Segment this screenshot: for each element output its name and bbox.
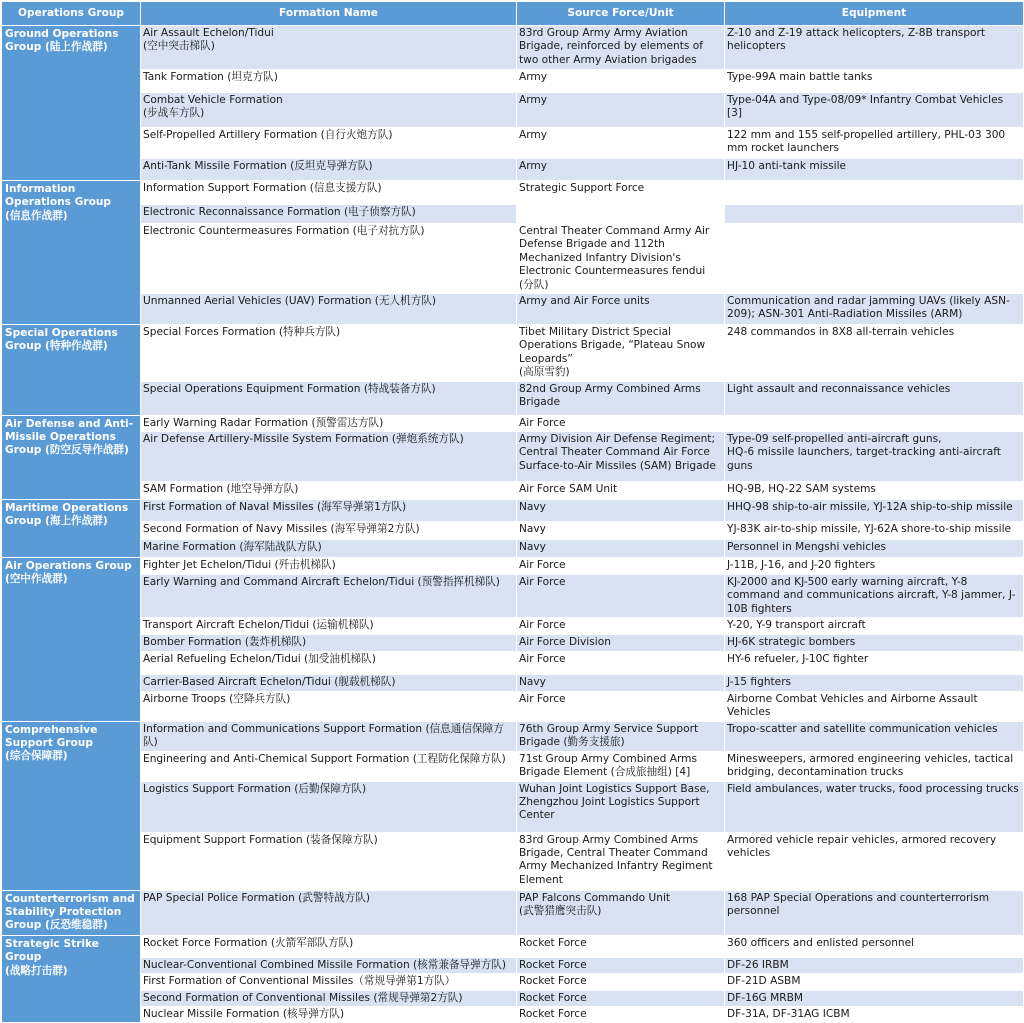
- source-cell: Wuhan Joint Logistics Support Base, Zhengzhou Joint Logistics Support Center: [517, 781, 725, 832]
- header-equipment: Equipment: [725, 2, 1024, 26]
- equipment-cell: J-15 fighters: [725, 674, 1024, 691]
- formation-cell: Electronic Countermeasures Formation (电子对抗方队): [141, 224, 517, 294]
- formation-cell: Anti-Tank Missile Formation (反坦克导弹方队): [141, 159, 517, 181]
- formation-cell: Early Warning Radar Formation (预警雷达方队): [141, 415, 517, 431]
- equipment-cell: [725, 205, 1024, 224]
- formation-cell: Air Defense Artillery-Missile System Formation (弹炮系统方队): [141, 432, 517, 482]
- equipment-cell: [725, 224, 1024, 294]
- equipment-cell: Field ambulances, water trucks, food processing trucks: [725, 781, 1024, 832]
- source-cell: Navy: [517, 540, 725, 558]
- equipment-cell: 248 commandos in 8X8 all-terrain vehicles: [725, 325, 1024, 382]
- formation-cell: Second Formation of Navy Missiles (海军导弹第2方队): [141, 522, 517, 540]
- equipment-cell: Communication and radar jamming UAVs (likely ASN-209); ASN-301 Anti-Radiation Missiles (ARM): [725, 294, 1024, 325]
- source-cell: Air Force Division: [517, 634, 725, 651]
- source-cell: Central Theater Command Army Air Defense Brigade and 112th Mechanized Infantry Division's Electronic Countermeasures fendui (分队): [517, 224, 725, 294]
- equipment-cell: HY-6 refueler, J-10C fighter: [725, 651, 1024, 674]
- formation-cell: Nuclear-Conventional Combined Missile Formation (核常兼备导弹方队): [141, 957, 517, 973]
- source-cell: Rocket Force: [517, 935, 725, 957]
- group-cell-maritime: Maritime Operations Group (海上作战群): [2, 500, 141, 558]
- formation-cell: PAP Special Police Formation (武警特战方队): [141, 890, 517, 935]
- equipment-cell: HJ-6K strategic bombers: [725, 634, 1024, 651]
- group-cell-ground: Ground Operations Group (陆上作战群): [2, 26, 141, 181]
- source-cell: 83rd Group Army Combined Arms Brigade, Central Theater Command Army Mechanized Infantry Regiment Element: [517, 832, 725, 890]
- source-cell: Rocket Force: [517, 990, 725, 1006]
- equipment-cell: 168 PAP Special Operations and counterterrorism personnel: [725, 890, 1024, 935]
- table-row: [2, 224, 1024, 294]
- source-cell: Air Force: [517, 651, 725, 674]
- equipment-cell: Y-20, Y-9 transport aircraft: [725, 618, 1024, 634]
- table-row: [2, 575, 1024, 618]
- table-row: [2, 482, 1024, 500]
- source-cell: Rocket Force: [517, 974, 725, 990]
- group-cell-counterterrorism: Counterterrorism and Stability Protection Group (反恐维稳群): [2, 890, 141, 935]
- equipment-cell: DF-16G MRBM: [725, 990, 1024, 1006]
- table-row: [2, 974, 1024, 990]
- formation-cell: Information and Communications Support Formation (信息通信保障方队): [141, 721, 517, 751]
- table-row: [2, 721, 1024, 751]
- formation-cell: Bomber Formation (轰炸机梯队): [141, 634, 517, 651]
- formation-cell: Combat Vehicle Formation (步战车方队): [141, 93, 517, 128]
- equipment-cell: Type-04A and Type-08/09* Infantry Combat Vehicles [3]: [725, 93, 1024, 128]
- formation-cell: Marine Formation (海军陆战队方队): [141, 540, 517, 558]
- equipment-cell: YJ-83K air-to-ship missile, YJ-62A shore-to-ship missile: [725, 522, 1024, 540]
- source-cell: Air Force: [517, 415, 725, 431]
- formation-cell: SAM Formation (地空导弹方队): [141, 482, 517, 500]
- equipment-cell: 122 mm and 155 self-propelled artillery, PHL-03 300 mm rocket launchers: [725, 128, 1024, 159]
- table-row: [2, 381, 1024, 415]
- source-cell: 76th Group Army Service Support Brigade (勤务支援旅): [517, 721, 725, 751]
- equipment-cell: Armored vehicle repair vehicles, armored recovery vehicles: [725, 832, 1024, 890]
- source-cell: 71st Group Army Combined Arms Brigade Element (合成旅抽组) [4]: [517, 751, 725, 781]
- formation-cell: Transport Aircraft Echelon/Tidui (运输机梯队): [141, 618, 517, 634]
- header-operations-group: Operations Group: [2, 2, 141, 26]
- equipment-cell: Airborne Combat Vehicles and Airborne Assault Vehicles: [725, 691, 1024, 721]
- equipment-cell: Type-09 self-propelled anti-aircraft guns, HQ-6 missile launchers, target-tracking anti-aircraft guns: [725, 432, 1024, 482]
- source-cell: Navy: [517, 522, 725, 540]
- equipment-cell: J-11B, J-16, and J-20 fighters: [725, 558, 1024, 575]
- formation-cell: Information Support Formation (信息支援方队): [141, 181, 517, 205]
- source-cell: Army Division Air Defense Regiment; Central Theater Command Air Force Surface-to-Air Missiles (SAM) Brigade: [517, 432, 725, 482]
- formation-cell: Tank Formation (坦克方队): [141, 70, 517, 93]
- equipment-cell: KJ-2000 and KJ-500 early warning aircraft, Y-8 command and communications aircraft, Y-8 jammer, J-10B fighters: [725, 575, 1024, 618]
- source-cell: Rocket Force: [517, 957, 725, 973]
- equipment-cell: DF-31A, DF-31AG ICBM: [725, 1006, 1024, 1022]
- formation-cell: Logistics Support Formation (后勤保障方队): [141, 781, 517, 832]
- table-row: [2, 26, 1024, 70]
- formation-cell: Fighter Jet Echelon/Tidui (歼击机梯队): [141, 558, 517, 575]
- source-cell: Air Force: [517, 558, 725, 575]
- formation-cell: Airborne Troops (空降兵方队): [141, 691, 517, 721]
- header-row: [2, 2, 1024, 26]
- table-row: [2, 1006, 1024, 1022]
- equipment-cell: 360 officers and enlisted personnel: [725, 935, 1024, 957]
- table-row: [2, 751, 1024, 781]
- source-cell: Strategic Support Force: [517, 181, 725, 224]
- source-cell: Air Force: [517, 575, 725, 618]
- formation-cell: Electronic Reconnaissance Formation (电子侦察方队): [141, 205, 517, 224]
- formation-cell: Nuclear Missile Formation (核导弹方队): [141, 1006, 517, 1022]
- equipment-cell: Personnel in Mengshi vehicles: [725, 540, 1024, 558]
- source-cell: Army: [517, 128, 725, 159]
- source-cell: 83rd Group Army Army Aviation Brigade, reinforced by elements of two other Army Aviation brigades: [517, 26, 725, 70]
- source-cell: 82nd Group Army Combined Arms Brigade: [517, 381, 725, 415]
- table-row: [2, 540, 1024, 558]
- formation-cell: Air Assault Echelon/Tidui (空中突击梯队): [141, 26, 517, 70]
- equipment-cell: Tropo-scatter and satellite communication vehicles: [725, 721, 1024, 751]
- source-cell: Air Force: [517, 691, 725, 721]
- source-cell: Navy: [517, 500, 725, 522]
- equipment-cell: Z-10 and Z-19 attack helicopters, Z-8B transport helicopters: [725, 26, 1024, 70]
- formation-cell: First Formation of Conventional Missiles（常规导弹第1方队）: [141, 974, 517, 990]
- operations-table: [1, 1, 1024, 1023]
- table-row: [2, 181, 1024, 205]
- source-cell: Navy: [517, 674, 725, 691]
- table-row: [2, 415, 1024, 431]
- table-row: [2, 294, 1024, 325]
- formation-cell: Rocket Force Formation (火箭军部队方队): [141, 935, 517, 957]
- formation-cell: Unmanned Aerial Vehicles (UAV) Formation (无人机方队): [141, 294, 517, 325]
- equipment-cell: Type-99A main battle tanks: [725, 70, 1024, 93]
- formation-cell: Equipment Support Formation (装备保障方队): [141, 832, 517, 890]
- table-row: [2, 558, 1024, 575]
- table-row: [2, 205, 1024, 224]
- source-cell: Air Force: [517, 618, 725, 634]
- source-cell: Tibet Military District Special Operations Brigade, “Plateau Snow Leopards” (高原雪豹): [517, 325, 725, 382]
- source-cell: Air Force SAM Unit: [517, 482, 725, 500]
- equipment-cell: HJ-10 anti-tank missile: [725, 159, 1024, 181]
- table-row: [2, 522, 1024, 540]
- table-row: [2, 634, 1024, 651]
- equipment-cell: [725, 415, 1024, 431]
- table-row: [2, 432, 1024, 482]
- formation-cell: First Formation of Naval Missiles (海军导弹第1方队): [141, 500, 517, 522]
- header-formation-name: Formation Name: [141, 2, 517, 26]
- table-row: [2, 618, 1024, 634]
- group-cell-special: Special Operations Group (特种作战群): [2, 325, 141, 416]
- source-cell: Rocket Force: [517, 1006, 725, 1022]
- equipment-cell: HHQ-98 ship-to-air missile, YJ-12A ship-to-ship missile: [725, 500, 1024, 522]
- group-cell-information: Information Operations Group (信息作战群): [2, 181, 141, 325]
- table-row: [2, 674, 1024, 691]
- table-row: [2, 325, 1024, 382]
- table-row: [2, 935, 1024, 957]
- equipment-cell: Light assault and reconnaissance vehicles: [725, 381, 1024, 415]
- table-row: [2, 890, 1024, 935]
- table-row: [2, 93, 1024, 128]
- group-cell-air-defense: Air Defense and Anti-Missile Operations Group (防空反导作战群): [2, 415, 141, 499]
- formation-cell: Aerial Refueling Echelon/Tidui (加受油机梯队): [141, 651, 517, 674]
- equipment-cell: Minesweepers, armored engineering vehicles, tactical bridging, decontamination trucks: [725, 751, 1024, 781]
- equipment-cell: DF-21D ASBM: [725, 974, 1024, 990]
- table-row: [2, 70, 1024, 93]
- formation-cell: Second Formation of Conventional Missiles (常规导弹第2方队): [141, 990, 517, 1006]
- equipment-cell: HQ-9B, HQ-22 SAM systems: [725, 482, 1024, 500]
- group-cell-strategic-strike: Strategic Strike Group (战略打击群): [2, 935, 141, 1023]
- formation-cell: Early Warning and Command Aircraft Echelon/Tidui (预警指挥机梯队): [141, 575, 517, 618]
- table-row: [2, 781, 1024, 832]
- source-cell: Army and Air Force units: [517, 294, 725, 325]
- source-cell: PAP Falcons Commando Unit (武警猎鹰突击队): [517, 890, 725, 935]
- formation-cell: Special Operations Equipment Formation (特战装备方队): [141, 381, 517, 415]
- table-row: [2, 128, 1024, 159]
- source-cell: Army: [517, 93, 725, 128]
- formation-cell: Engineering and Anti-Chemical Support Formation (工程防化保障方队): [141, 751, 517, 781]
- formation-cell: Special Forces Formation (特种兵方队): [141, 325, 517, 382]
- table-row: [2, 651, 1024, 674]
- equipment-cell: [725, 181, 1024, 205]
- table-row: [2, 159, 1024, 181]
- table-row: [2, 832, 1024, 890]
- formation-cell: Carrier-Based Aircraft Echelon/Tidui (舰载机梯队): [141, 674, 517, 691]
- table-row: [2, 691, 1024, 721]
- table-row: [2, 500, 1024, 522]
- table-row: [2, 990, 1024, 1006]
- group-cell-support: Comprehensive Support Group (综合保障群): [2, 721, 141, 890]
- group-cell-air: Air Operations Group (空中作战群): [2, 558, 141, 721]
- formation-cell: Self-Propelled Artillery Formation (自行火炮方队): [141, 128, 517, 159]
- source-cell: Army: [517, 159, 725, 181]
- source-cell: Army: [517, 70, 725, 93]
- header-source-force: Source Force/Unit: [517, 2, 725, 26]
- equipment-cell: DF-26 IRBM: [725, 957, 1024, 973]
- table-row: [2, 957, 1024, 973]
